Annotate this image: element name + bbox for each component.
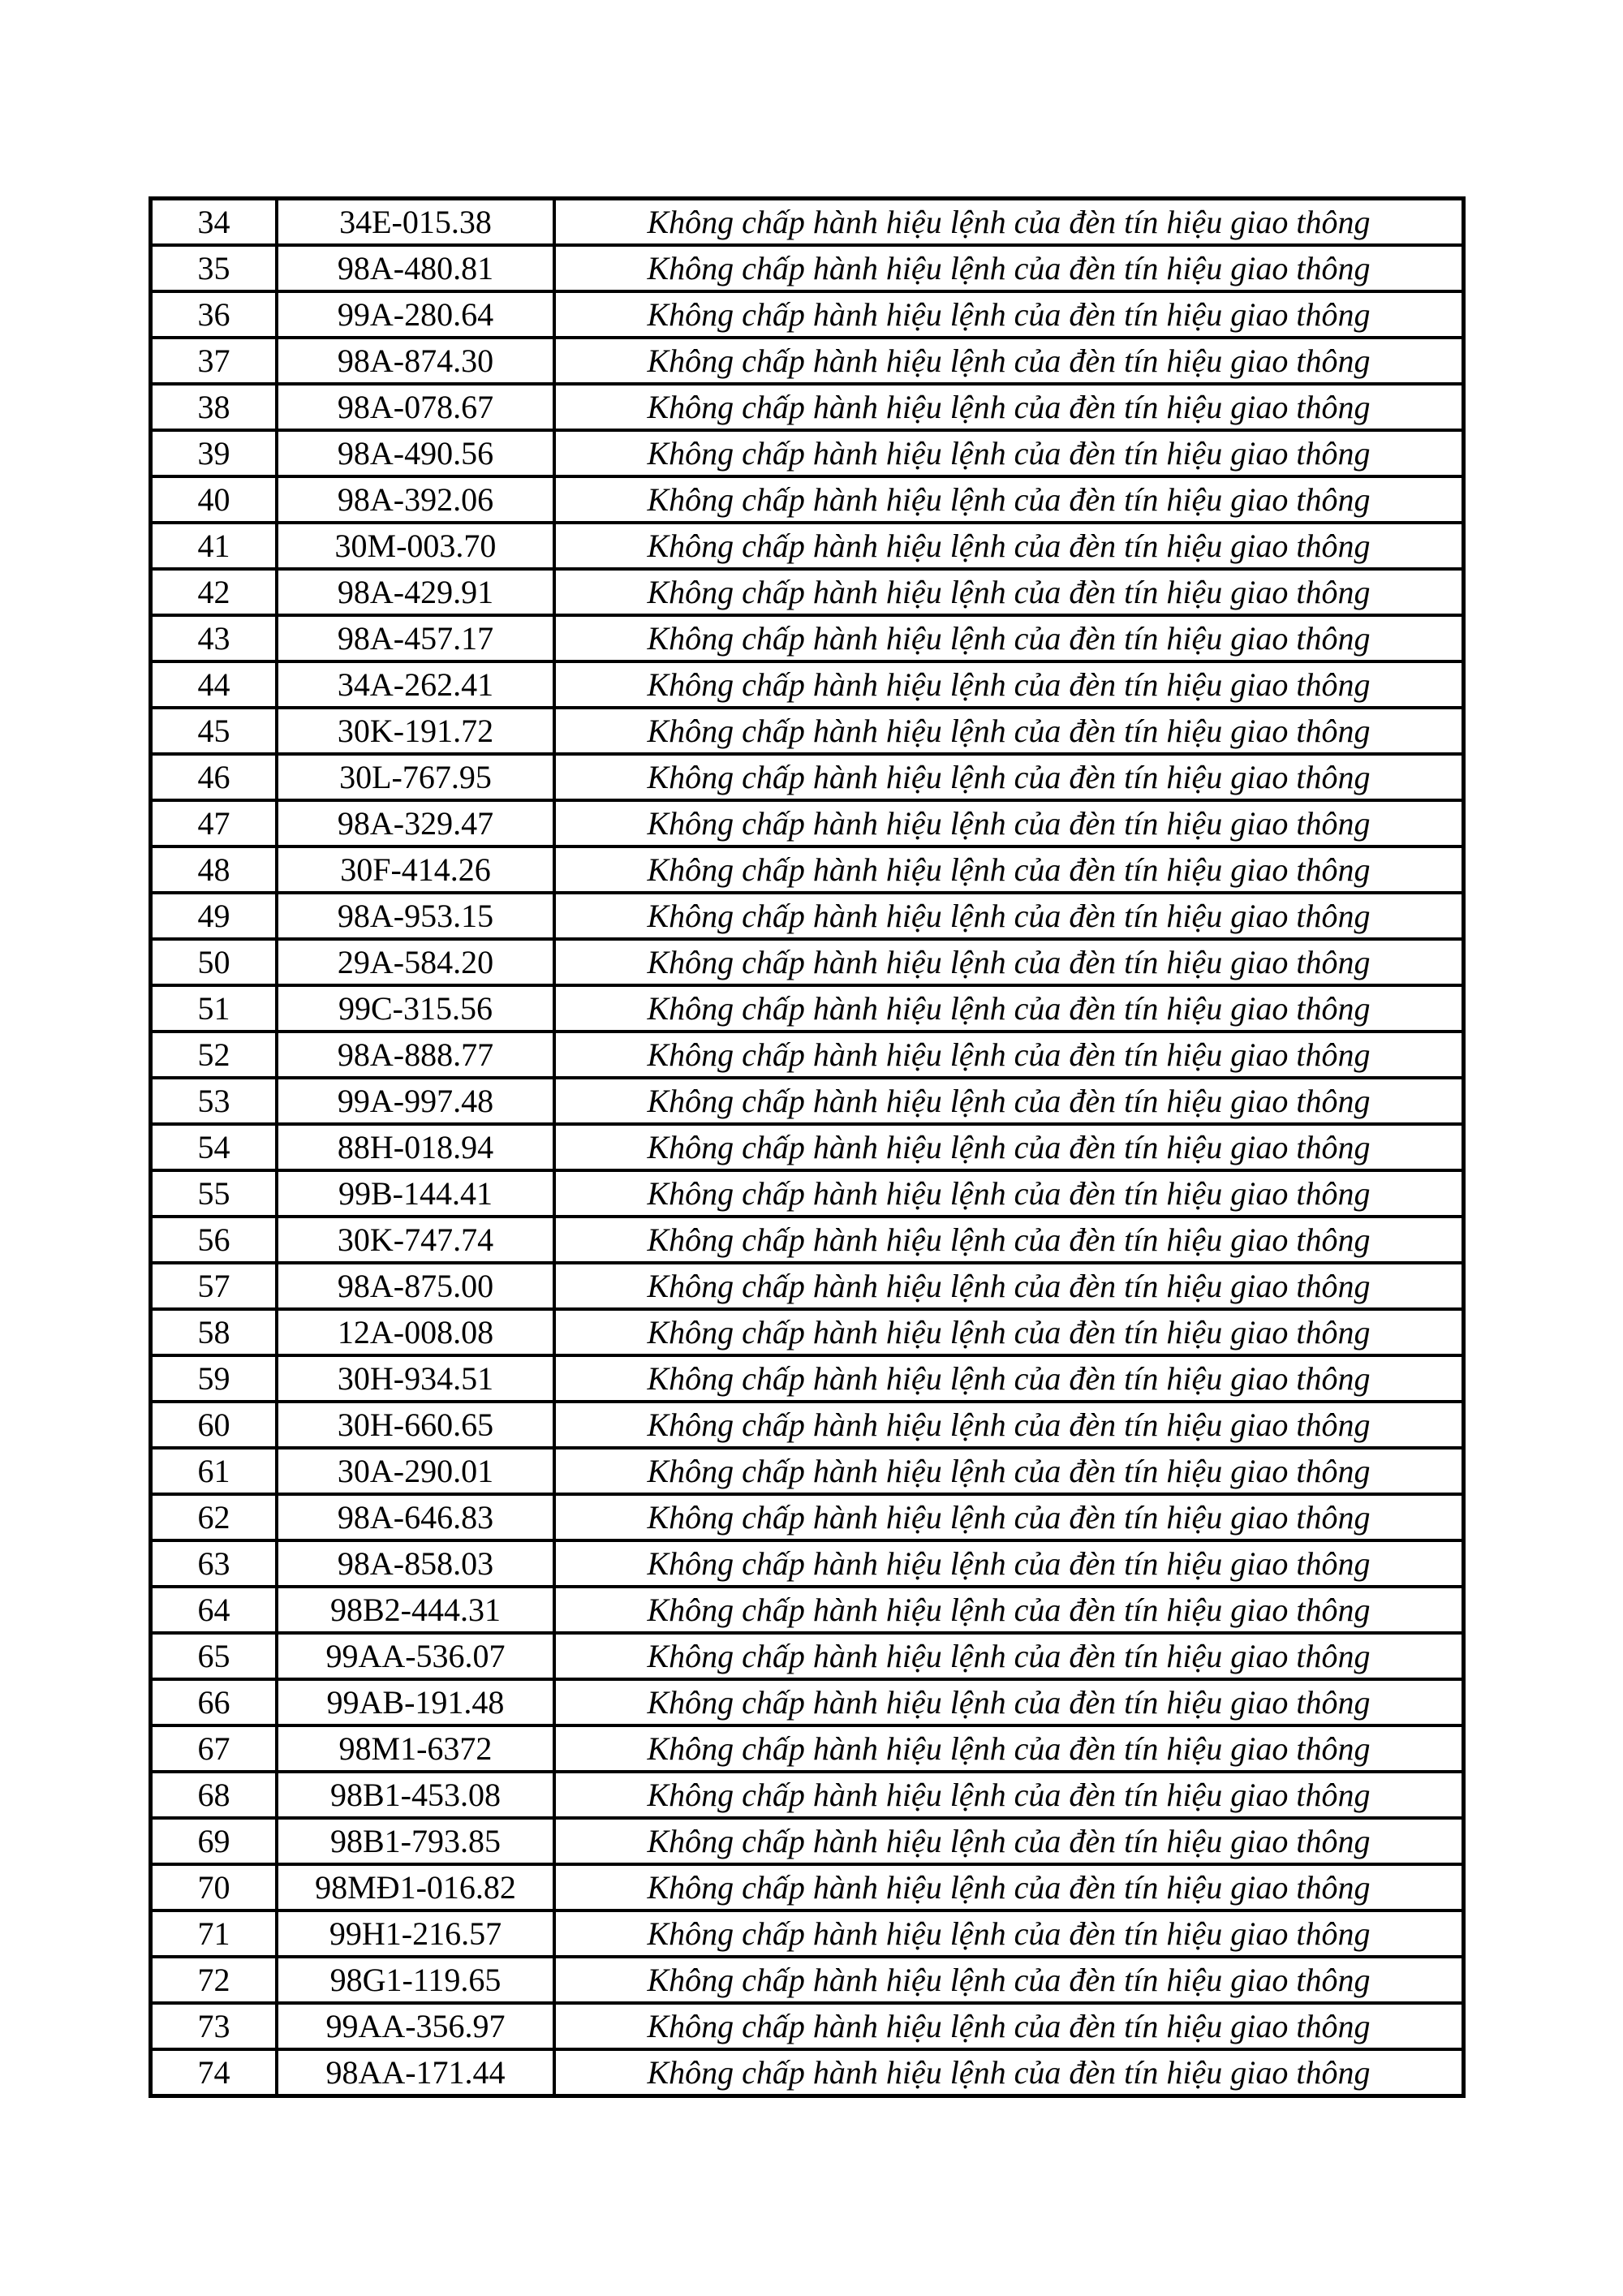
table-row (151, 1633, 1464, 1679)
violation-cell: Không chấp hành hiệu lệnh của đèn tín hiệu giao thông (554, 1078, 1464, 1124)
plate-cell: 29A-584.20 (277, 939, 554, 985)
violation-cell: Không chấp hành hiệu lệnh của đèn tín hiệu giao thông (554, 384, 1464, 430)
table-row (151, 2049, 1464, 2096)
table-row (151, 1957, 1464, 2003)
table-row (151, 1309, 1464, 1355)
violation-cell: Không chấp hành hiệu lệnh của đèn tín hiệu giao thông (554, 1494, 1464, 1540)
row-number-cell: 42 (151, 569, 278, 615)
violation-cell: Không chấp hành hiệu lệnh của đèn tín hiệu giao thông (554, 1633, 1464, 1679)
violations-table-body (151, 199, 1464, 2096)
row-number-cell: 57 (151, 1263, 278, 1309)
violation-cell: Không chấp hành hiệu lệnh của đèn tín hiệu giao thông (554, 1170, 1464, 1217)
table-row (151, 245, 1464, 291)
plate-cell: 98A-329.47 (277, 800, 554, 846)
violation-cell: Không chấp hành hiệu lệnh của đèn tín hiệu giao thông (554, 1355, 1464, 1402)
violation-cell: Không chấp hành hiệu lệnh của đèn tín hiệu giao thông (554, 939, 1464, 985)
plate-cell: 98AA-171.44 (277, 2049, 554, 2096)
table-row (151, 384, 1464, 430)
plate-cell: 98A-490.56 (277, 430, 554, 476)
violation-cell: Không chấp hành hiệu lệnh của đèn tín hiệu giao thông (554, 1818, 1464, 1864)
plate-cell: 30H-660.65 (277, 1402, 554, 1448)
violation-cell: Không chấp hành hiệu lệnh của đèn tín hiệu giao thông (554, 893, 1464, 939)
violation-cell: Không chấp hành hiệu lệnh của đèn tín hiệu giao thông (554, 754, 1464, 800)
plate-cell: 98M1-6372 (277, 1725, 554, 1772)
violation-cell: Không chấp hành hiệu lệnh của đèn tín hiệu giao thông (554, 985, 1464, 1032)
row-number-cell: 64 (151, 1587, 278, 1633)
table-row (151, 846, 1464, 893)
plate-cell: 98A-858.03 (277, 1540, 554, 1587)
row-number-cell: 67 (151, 1725, 278, 1772)
violation-cell: Không chấp hành hiệu lệnh của đèn tín hiệu giao thông (554, 338, 1464, 384)
row-number-cell: 68 (151, 1772, 278, 1818)
plate-cell: 99AA-536.07 (277, 1633, 554, 1679)
table-row (151, 708, 1464, 754)
row-number-cell: 59 (151, 1355, 278, 1402)
table-row (151, 476, 1464, 523)
table-row (151, 1124, 1464, 1170)
plate-cell: 99C-315.56 (277, 985, 554, 1032)
table-row (151, 1540, 1464, 1587)
violation-cell: Không chấp hành hiệu lệnh của đèn tín hiệu giao thông (554, 1864, 1464, 1910)
plate-cell: 30F-414.26 (277, 846, 554, 893)
violation-cell: Không chấp hành hiệu lệnh của đèn tín hiệu giao thông (554, 615, 1464, 661)
row-number-cell: 53 (151, 1078, 278, 1124)
plate-cell: 98MĐ1-016.82 (277, 1864, 554, 1910)
row-number-cell: 39 (151, 430, 278, 476)
plate-cell: 98G1-119.65 (277, 1957, 554, 2003)
table-row (151, 1217, 1464, 1263)
table-row (151, 893, 1464, 939)
violation-cell: Không chấp hành hiệu lệnh của đèn tín hiệu giao thông (554, 1540, 1464, 1587)
violation-cell: Không chấp hành hiệu lệnh của đèn tín hiệu giao thông (554, 2003, 1464, 2049)
row-number-cell: 66 (151, 1679, 278, 1725)
plate-cell: 98B1-453.08 (277, 1772, 554, 1818)
row-number-cell: 37 (151, 338, 278, 384)
table-row (151, 1910, 1464, 1957)
row-number-cell: 71 (151, 1910, 278, 1957)
violation-cell: Không chấp hành hiệu lệnh của đèn tín hiệu giao thông (554, 846, 1464, 893)
table-row (151, 1725, 1464, 1772)
plate-cell: 98A-429.91 (277, 569, 554, 615)
plate-cell: 99AB-191.48 (277, 1679, 554, 1725)
table-row (151, 1170, 1464, 1217)
violation-cell: Không chấp hành hiệu lệnh của đèn tín hiệu giao thông (554, 430, 1464, 476)
row-number-cell: 36 (151, 291, 278, 338)
row-number-cell: 50 (151, 939, 278, 985)
violation-cell: Không chấp hành hiệu lệnh của đèn tín hiệu giao thông (554, 1124, 1464, 1170)
row-number-cell: 60 (151, 1402, 278, 1448)
violation-cell: Không chấp hành hiệu lệnh của đèn tín hiệu giao thông (554, 199, 1464, 246)
table-row (151, 523, 1464, 569)
row-number-cell: 58 (151, 1309, 278, 1355)
row-number-cell: 62 (151, 1494, 278, 1540)
plate-cell: 30A-290.01 (277, 1448, 554, 1494)
plate-cell: 30L-767.95 (277, 754, 554, 800)
violations-table (149, 196, 1466, 2098)
violation-cell: Không chấp hành hiệu lệnh của đèn tín hiệu giao thông (554, 800, 1464, 846)
row-number-cell: 54 (151, 1124, 278, 1170)
plate-cell: 98A-888.77 (277, 1032, 554, 1078)
row-number-cell: 51 (151, 985, 278, 1032)
row-number-cell: 61 (151, 1448, 278, 1494)
table-row (151, 1032, 1464, 1078)
row-number-cell: 63 (151, 1540, 278, 1587)
plate-cell: 99AA-356.97 (277, 2003, 554, 2049)
table-row (151, 1078, 1464, 1124)
plate-cell: 98A-646.83 (277, 1494, 554, 1540)
violation-cell: Không chấp hành hiệu lệnh của đèn tín hiệu giao thông (554, 1263, 1464, 1309)
row-number-cell: 34 (151, 199, 278, 246)
table-row (151, 985, 1464, 1032)
row-number-cell: 55 (151, 1170, 278, 1217)
table-row (151, 338, 1464, 384)
row-number-cell: 69 (151, 1818, 278, 1864)
violation-cell: Không chấp hành hiệu lệnh của đèn tín hiệu giao thông (554, 1679, 1464, 1725)
violation-cell: Không chấp hành hiệu lệnh của đèn tín hiệu giao thông (554, 1032, 1464, 1078)
plate-cell: 99H1-216.57 (277, 1910, 554, 1957)
table-row (151, 1448, 1464, 1494)
plate-cell: 98A-078.67 (277, 384, 554, 430)
violation-cell: Không chấp hành hiệu lệnh của đèn tín hiệu giao thông (554, 245, 1464, 291)
plate-cell: 98B1-793.85 (277, 1818, 554, 1864)
plate-cell: 98A-875.00 (277, 1263, 554, 1309)
plate-cell: 30K-747.74 (277, 1217, 554, 1263)
violation-cell: Không chấp hành hiệu lệnh của đèn tín hiệu giao thông (554, 1402, 1464, 1448)
violation-cell: Không chấp hành hiệu lệnh của đèn tín hiệu giao thông (554, 1957, 1464, 2003)
violation-cell: Không chấp hành hiệu lệnh của đèn tín hiệu giao thông (554, 569, 1464, 615)
table-row (151, 1864, 1464, 1910)
row-number-cell: 44 (151, 661, 278, 708)
violation-cell: Không chấp hành hiệu lệnh của đèn tín hiệu giao thông (554, 661, 1464, 708)
violation-cell: Không chấp hành hiệu lệnh của đèn tín hiệu giao thông (554, 476, 1464, 523)
table-row (151, 939, 1464, 985)
row-number-cell: 74 (151, 2049, 278, 2096)
plate-cell: 34A-262.41 (277, 661, 554, 708)
table-row (151, 1679, 1464, 1725)
row-number-cell: 70 (151, 1864, 278, 1910)
row-number-cell: 48 (151, 846, 278, 893)
row-number-cell: 45 (151, 708, 278, 754)
violation-cell: Không chấp hành hiệu lệnh của đèn tín hiệu giao thông (554, 1217, 1464, 1263)
plate-cell: 98A-480.81 (277, 245, 554, 291)
row-number-cell: 73 (151, 2003, 278, 2049)
violation-cell: Không chấp hành hiệu lệnh của đèn tín hiệu giao thông (554, 1772, 1464, 1818)
violation-cell: Không chấp hành hiệu lệnh của đèn tín hiệu giao thông (554, 708, 1464, 754)
table-row (151, 1818, 1464, 1864)
row-number-cell: 35 (151, 245, 278, 291)
row-number-cell: 47 (151, 800, 278, 846)
plate-cell: 99A-997.48 (277, 1078, 554, 1124)
row-number-cell: 40 (151, 476, 278, 523)
table-row (151, 430, 1464, 476)
plate-cell: 99A-280.64 (277, 291, 554, 338)
violation-cell: Không chấp hành hiệu lệnh của đèn tín hiệu giao thông (554, 2049, 1464, 2096)
table-row (151, 1494, 1464, 1540)
table-row (151, 199, 1464, 246)
plate-cell: 30M-003.70 (277, 523, 554, 569)
plate-cell: 88H-018.94 (277, 1124, 554, 1170)
violation-cell: Không chấp hành hiệu lệnh của đèn tín hiệu giao thông (554, 1309, 1464, 1355)
table-row (151, 800, 1464, 846)
plate-cell: 30H-934.51 (277, 1355, 554, 1402)
row-number-cell: 46 (151, 754, 278, 800)
plate-cell: 98B2-444.31 (277, 1587, 554, 1633)
plate-cell: 98A-457.17 (277, 615, 554, 661)
row-number-cell: 41 (151, 523, 278, 569)
row-number-cell: 72 (151, 1957, 278, 2003)
row-number-cell: 65 (151, 1633, 278, 1679)
plate-cell: 99B-144.41 (277, 1170, 554, 1217)
plate-cell: 34E-015.38 (277, 199, 554, 246)
violation-cell: Không chấp hành hiệu lệnh của đèn tín hiệu giao thông (554, 1448, 1464, 1494)
table-row (151, 615, 1464, 661)
table-row (151, 1263, 1464, 1309)
violation-cell: Không chấp hành hiệu lệnh của đèn tín hiệu giao thông (554, 523, 1464, 569)
table-row (151, 2003, 1464, 2049)
row-number-cell: 38 (151, 384, 278, 430)
row-number-cell: 49 (151, 893, 278, 939)
table-row (151, 1772, 1464, 1818)
table-row (151, 1355, 1464, 1402)
violation-cell: Không chấp hành hiệu lệnh của đèn tín hiệu giao thông (554, 1587, 1464, 1633)
table-row (151, 1587, 1464, 1633)
table-row (151, 569, 1464, 615)
table-row (151, 754, 1464, 800)
table-row (151, 291, 1464, 338)
plate-cell: 98A-392.06 (277, 476, 554, 523)
plate-cell: 12A-008.08 (277, 1309, 554, 1355)
row-number-cell: 52 (151, 1032, 278, 1078)
plate-cell: 30K-191.72 (277, 708, 554, 754)
plate-cell: 98A-953.15 (277, 893, 554, 939)
table-row (151, 1402, 1464, 1448)
table-row (151, 661, 1464, 708)
row-number-cell: 43 (151, 615, 278, 661)
violation-cell: Không chấp hành hiệu lệnh của đèn tín hiệu giao thông (554, 1725, 1464, 1772)
violation-cell: Không chấp hành hiệu lệnh của đèn tín hiệu giao thông (554, 1910, 1464, 1957)
row-number-cell: 56 (151, 1217, 278, 1263)
violation-cell: Không chấp hành hiệu lệnh của đèn tín hiệu giao thông (554, 291, 1464, 338)
plate-cell: 98A-874.30 (277, 338, 554, 384)
